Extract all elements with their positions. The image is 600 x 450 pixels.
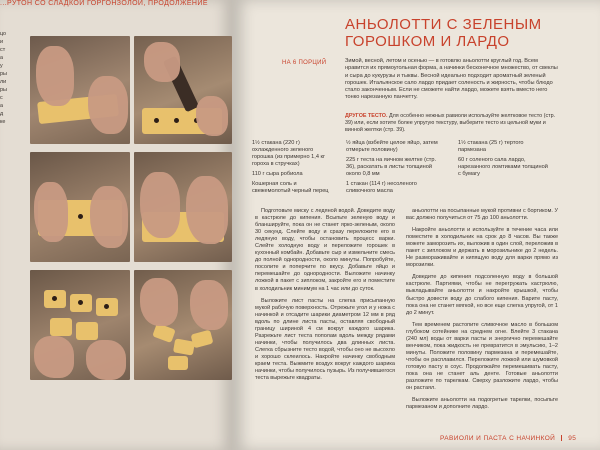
ingredient: Кошерная соль и свежемолотый черный перец	[252, 181, 329, 194]
footer-separator	[561, 435, 562, 441]
ingredient: 225 г теста на яичном желтке (стр. 36), раскатать в листы толщиной около 0,8 мм	[346, 157, 437, 177]
ingredient: 1 стакан (114 г) несоленого сливочного масла	[346, 181, 417, 194]
recipe-tip	[345, 113, 560, 134]
step-paragraph: Тем временем растопите сливочное масло в большом глубоком сотейнике на среднем огне. Влейте 3 стакана (240 мл) воды от варки пасты и энергично перемешайте венчиком, пока жидкость не превратится в эмульсию, 1–2 минуты. Положите половину пармезана и перемешайте, чтобы он расплавился. Переложите ложкой или шумовкой готовую пасту в соус. Продолжайте перемешивать пасту, пока она не станет аль денте. Готовые аньолотти разложите по тарелкам. Сверху разложите лардо, чтобы он растаял.	[406, 321, 558, 392]
left-page	[0, 0, 232, 450]
step-paragraph: Доведите до кипения подсоленную воду в большой кастрюле. Партиями, чтобы не перегружать кастрюлю, выкладывайте аньолотти и накройте крышкой, чтобы быстро довести воду до слабого кипения. Варите пасту, пока она не станет мягкой, но все еще слегка упругой, от 1 до 2 минут.	[406, 274, 558, 316]
ingredient: 60 г соленого сала лардо, нарезанного ломтиками толщиной с бумагу	[458, 157, 548, 177]
ingredient: 1½ стакана (25 г) тертого пармезана	[458, 140, 524, 153]
photo-step-4	[134, 152, 232, 262]
photo-step-1	[30, 36, 130, 144]
ingredients-col-1	[252, 140, 334, 198]
tip-label: ДРУГОЕ ТЕСТО.	[345, 113, 388, 119]
ingredients-col-3	[458, 140, 548, 181]
recipe-intro: Зимой, весной, летом и осенью — в готовлю аньолотти круглый год. Всем нравится их прямоугольная форма, а начинки бесконечное множество, от свеклы и сыра до кукурузы и тыквы. Весной идеально подходит ароматный зеленый горошек. Итальянское сало лардо придает соленость и жирность, чтобы блюдо стало законченным. Если не сможете найти лардо, можете взять вместо него тонко нарезанную панчетту.	[345, 58, 558, 101]
photo-step-6	[134, 270, 232, 380]
step-paragraph: Выложите аньолотти на подогретые тарелки, посыпьте пармезаном и дополните лардо.	[406, 397, 558, 411]
ingredient: 110 г сыра робиола	[252, 171, 303, 177]
tip-text: Для особенно нежных равиоли используйте желтковое тесто (стр. 39) или, если хотите более упругую текстуру, выберите тесто из цельной муки и винной желтки (стр. 39).	[345, 113, 556, 133]
photo-step-2	[134, 36, 232, 144]
page-number: 95	[568, 435, 577, 442]
ingredients-col-2	[346, 140, 438, 198]
photo-step-3	[30, 152, 130, 262]
step-paragraph: Выложите лист пасты на слегка присыпанную мукой рабочую поверхность. Отрежьте угол и у ножа с начинкой и отсадите шарики диаметром 12 мм в ряд вдоль по длине листа пасты, оставляя свободный границу шириной 4 см вокруг каждого шарика. Разрежьте лист теста пополам вдоль между рядами начинки, чтобы получилось два длинных листа. Слегка сбрызните тесто водой, чтобы оно не высохло и хорошо склеилось. Накройте начинку свободным краем теста. Выжмите воздух вокруг каждого шарика начинки, чтобы получилось пузырь. Из получившегося теста вырежьте квадраты.	[255, 297, 395, 382]
ingredient: 1½ стакана (220 г) охлажденного зеленого горошка (из примерно 1,4 кг гороха в стручках)	[252, 140, 325, 167]
footer-section: РАВИОЛИ И ПАСТА С НАЧИНКОЙ	[440, 435, 556, 442]
step-paragraph: Подготовьте миску с ледяной водой. Доведите воду в кастрюле до кипения. Всыпьте зеленую воду и бланшируйте, пока он не станет ярко-зеленым, около 30 секунд. Слейте воду и сразу переложите его в ледяную воду, чтобы остановить процесс варки. Слейте холодную воду и переложите горошек в кухонный комбайн. Добавьте сыр и измельчите смесь до полной однородности, около минуты. Попробуйте, посолите и поперчите по вкусу. Добавьте яйцо и перемешайте до однородности. Выложите начинку ложкой в пакет с зиплоком, закройте его и поместите в холодильник минимум на 1 час или до суток.	[255, 208, 395, 292]
left-partial-text: цо и ст а у ры ли ры с а д ке	[0, 31, 7, 125]
steps-column-2	[406, 208, 558, 430]
photo-step-5	[30, 270, 130, 380]
step-paragraph: Накройте аньолотти и используйте в течение часа или поместите в холодильник на срок до 8 часов. Вы также можете заморозить их, выложив в один слой, переложив в пакет с зиплоком и держать в морозильнике до 2 недель. Не размораживайте и кипящую воду для варки прямо из морозилки.	[406, 227, 558, 269]
page-footer	[440, 435, 576, 442]
ingredient: ½ яйца (взбейте целое яйцо, затем отмерьте половину)	[346, 140, 438, 153]
recipe-title: АНЬОЛОТТИ С ЗЕЛЕНЫМ ГОРОШКОМ И ЛАРДО	[345, 16, 542, 50]
servings-label: НА 6 ПОРЦИЙ	[282, 60, 327, 66]
steps-column-1	[255, 208, 395, 436]
step-paragraph: аньолотти на посыпанные мукой противни с бортиком. У вас должно получиться от 75 до 100 аньолотти.	[406, 208, 558, 222]
running-head: ...РУТОН СО СЛАДКОЙ ГОРГОНЗОЛОЙ, ПРОДОЛЖЕНИЕ	[0, 0, 208, 7]
